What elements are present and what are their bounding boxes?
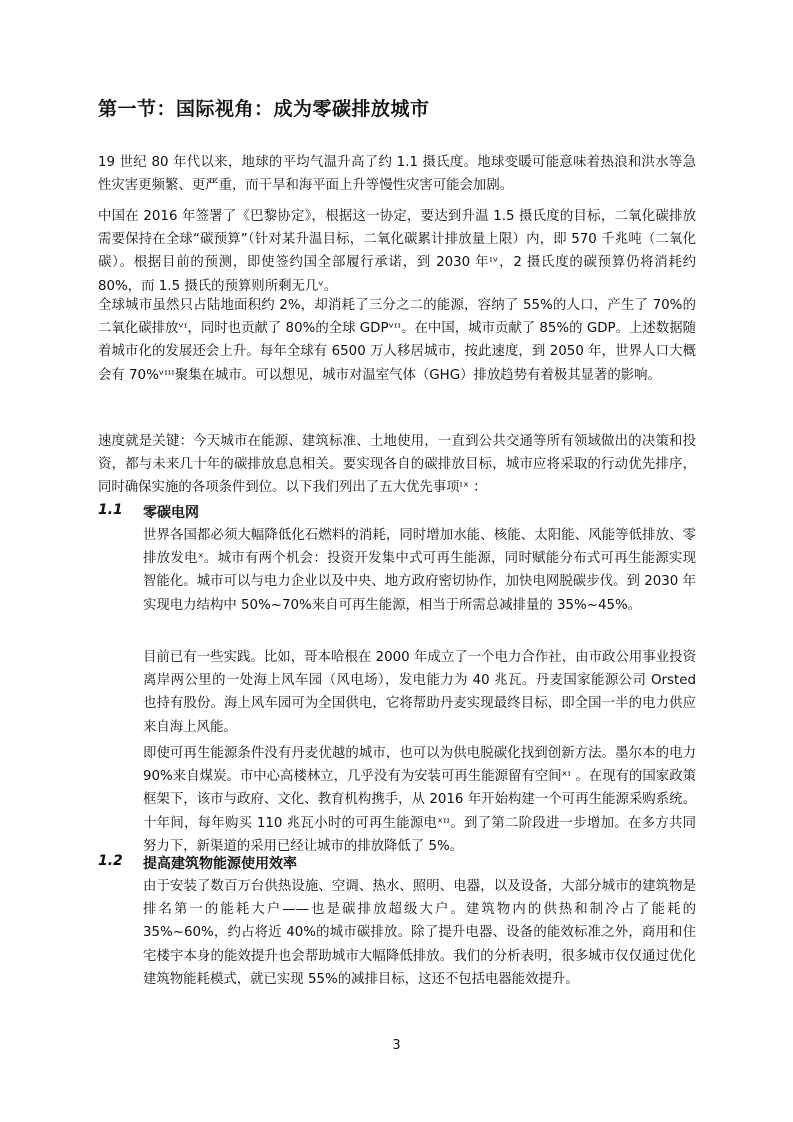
paragraph: 19 世纪 80 年代以来，地球的平均气温升高了约 1.1 摄氏度。地球变暖可能意味着热浪和洪水等急性灾害更频繁、更严重，而干旱和海平面上升等慢性灾害可能会加剧。 (98, 155, 696, 194)
paragraph: 即使可再生能源条件没有丹麦优越的城市，也可以为供电脱碳化找到创新方法。墨尔本的电力 90%来自煤炭。市中心高楼林立，几乎没有为安装可再生能源留有空间ˣᶦ 。在现有的国家政策框架下，该市与政府、文化、教育机构携手，从 2016 年开始构建一个可再生能源采购系统。十年间，每年购买 110 兆瓦小时的可再生能源电ˣᶦᶦ。到了第二阶段进一步增加。在多方共同努力下，新渠道的采用已经让城市的排放降低了 5%。 (143, 746, 696, 854)
section-heading: 第一节：国际视角：成为零碳排放城市 (98, 98, 430, 120)
subsection-title: 零碳电网 (143, 505, 199, 521)
paragraph: 目前已有一些实践。比如，哥本哈根在 2000 年成立了一个电力合作社，由市政公用事业投资离岸两公里的一处海上风车园（风电场），发电能力为 40 兆瓦。丹麦国家能源公司 Orsted 也持有股份。海上风车园可为全国供电，它将帮助丹麦实现最终目标，即全国一半的电力供应来自海上风能。 (143, 650, 696, 735)
subsection-number: 1.2 (98, 853, 123, 869)
subsection-number: 1.1 (98, 502, 123, 518)
paragraph: 速度就是关键：今天城市在能源、建筑标准、土地使用，一直到公共交通等所有领域做出的决策和投资，都与未来几十年的碳排放息息相关。要实现各自的碳排放目标，城市应将采取的行动优先排序，同时确保实施的各项条件到位。以下我们列出了五大优先事项ᶦˣ ： (98, 434, 696, 496)
subsection-title: 提高建筑物能源使用效率 (143, 856, 297, 872)
paragraph: 世界各国都必须大幅降低化石燃料的消耗，同时增加水能、核能、太阳能、风能等低排放、零排放发电ˣ。城市有两个机会：投资开发集中式可再生能源，同时赋能分布式可再生能源实现智能化。城市可以与电力企业以及中央、地方政府密切协作，加快电网脱碳步伐。到 2030 年实现电力结构中 50%~70%来自可再生能源，相当于所需总减排量的 35%~45%。 (143, 528, 696, 613)
paragraph: 由于安装了数百万台供热设施、空调、热水、照明、电器，以及设备，大部分城市的建筑物是排名第一的能耗大户——也是碳排放超级大户。建筑物内的供热和制冷占了能耗的 35%~60%，约占将近 40%的城市碳排放。除了提升电器、设备的能效标准之外，商用和住宅楼宇本身的能效提升也会帮助城市大幅降低排放。我们的分析表明，很多城市仅仅通过优化建筑物能耗模式，就已实现 55%的减排目标，这还不包括电器能效提升。 (143, 879, 696, 987)
page-number: 3 (392, 1038, 401, 1053)
paragraph: 全球城市虽然只占陆地面积约 2%，却消耗了三分之二的能源，容纳了 55%的人口，产生了 70%的二氧化碳排放ᵛᶦ，同时也贡献了 80%的全球 GDPᵛᶦᶦ。在中国，城市贡献了 85%的 GDP。上述数据随着城市化的发展还会上升。每年全球有 6500 万人移居城市，按此速度，到 2050 年，世界人口大概会有 70%ᵛᶦᶦᶦ聚集在城市。可以想见，城市对温室气体（GHG）排放趋势有着极其显著的影响。 (98, 298, 696, 383)
paragraph: 中国在 2016 年签署了《巴黎协定》，根据这一协定，要达到升温 1.5 摄氏度的目标，二氧化碳排放需要保持在全球“碳预算”（针对某升温目标，二氧化碳累计排放量上限）内，即 570 千兆吨（二氧化碳）。根据目前的预测，即使签约国全部履行承诺，到 2030 年ᶦᵛ，2 摄氏度的碳预算仍将消耗约 80%，而 1.5 摄氏的预算则所剩无几ᵛ。 (98, 209, 696, 294)
